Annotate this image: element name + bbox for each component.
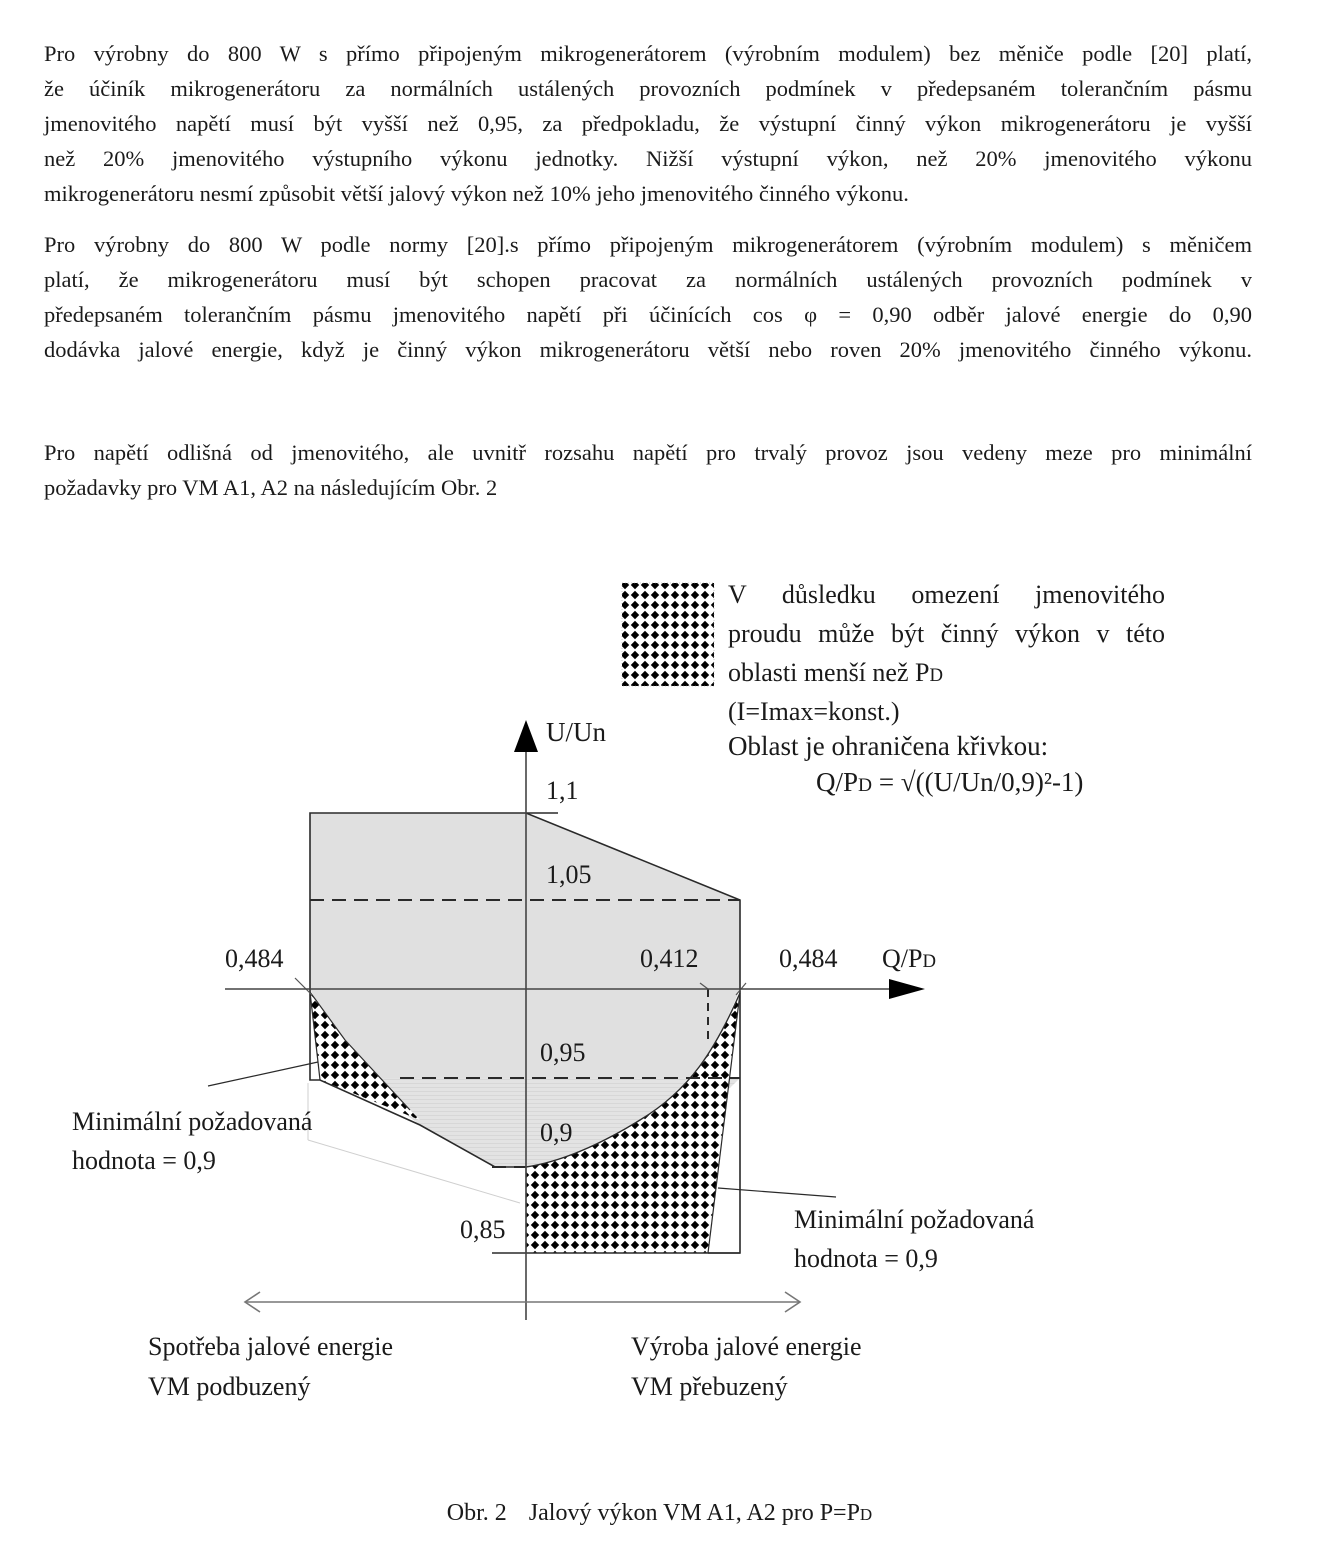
subscript: D — [922, 951, 936, 972]
legend-line: (I=Imax=konst.) — [728, 697, 900, 726]
paragraph-line: mikrogenerátoru nesmí způsobit větší jalový výkon než 10% jeho jmenovitého činného výkonu. — [44, 181, 909, 206]
paragraph-line: Pro výrobny do 800 W s přímo připojeným mikrogenerátorem (výrobním modulem) bez měniče podle [20] platí, — [44, 41, 1252, 66]
paragraph-line: než 20% jmenovitého výstupního výkonu jednotky. Nižší výstupní výkon, než 20% jmenovitého výkonu — [44, 146, 1252, 171]
paragraph-line: dodávka jalové energie, když je činný výkon mikrogenerátoru větší nebo roven 20% jmenovitého činného výkonu. — [44, 337, 1252, 362]
tick-label-1-05: 1,05 — [546, 860, 592, 889]
caption-number: Obr. 2 — [446, 1500, 507, 1526]
paragraph-line: požadavky pro VM A1, A2 na následujícím Obr. 2 — [44, 475, 498, 500]
right-min-annotation-line1: Minimální požadovaná — [794, 1205, 1035, 1234]
formula-prefix: Q/P — [816, 767, 859, 797]
paragraph-line: Pro napětí odlišná od jmenovitého, ale uvnitř rozsahu napětí pro trvalý provoz jsou vedeny meze pro minimální — [44, 440, 1252, 465]
leader-right-min — [718, 1188, 836, 1197]
tick-label-0-412: 0,412 — [640, 944, 699, 973]
formula-suffix: = √((U/Un/0,9)²-1) — [872, 767, 1084, 797]
production-label-line2: VM přebuzený — [631, 1372, 788, 1401]
consumption-label-line2: VM podbuzený — [148, 1372, 311, 1401]
left-min-annotation-line1: Minimální požadovaná — [72, 1107, 313, 1136]
subscript: D — [858, 775, 873, 796]
caption-text: Jalový výkon VM A1, A2 pro P=P — [528, 1500, 860, 1526]
tick-label-left-0-484: 0,484 — [225, 944, 284, 973]
paragraph-line: Pro výrobny do 800 W podle normy [20].s přímo připojeným mikrogenerátorem (výrobním modulem) s měničem — [44, 232, 1252, 257]
legend-line: Oblast je ohraničena křivkou: — [728, 731, 1049, 761]
legend-line — [728, 653, 1165, 695]
y-axis-arrow-icon — [514, 720, 538, 752]
y-axis-label: U/Un — [546, 717, 606, 747]
x-axis-label — [882, 944, 936, 977]
production-label-line1: Výroba jalové energie — [631, 1332, 862, 1361]
legend-line: proudu může být činný výkon v této — [728, 619, 1165, 648]
tick-label-0-85: 0,85 — [460, 1215, 506, 1244]
paragraph-line: jmenovitého napětí musí být vyšší než 0,95, za předpokladu, že výstupní činný výkon mikrogenerátoru je vyšší — [44, 111, 1252, 136]
paragraph-line: že účiník mikrogenerátoru za normálních ustálených provozních podmínek v předepsaném tolerančním pásmu — [44, 76, 1252, 101]
left-min-annotation-line2: hodnota = 0,9 — [72, 1146, 216, 1175]
legend-line: V důsledku omezení jmenovitého — [728, 580, 1165, 609]
tick-label-0-95: 0,95 — [540, 1038, 586, 1067]
legend-description — [728, 575, 1165, 805]
leader-left-min — [208, 1062, 318, 1086]
subscript: D — [859, 1505, 873, 1524]
x-axis-label-text: Q/P — [882, 944, 923, 973]
x-axis-arrow-icon — [889, 979, 925, 999]
paragraph-line: platí, že mikrogenerátoru musí být schopen pracovat za normálních ustálených provozních podmínek v — [44, 267, 1252, 292]
subscript: D — [929, 665, 943, 686]
tick-label-right-0-484: 0,484 — [779, 944, 838, 973]
right-min-annotation-line2: hodnota = 0,9 — [794, 1244, 938, 1273]
tick-label-1-1: 1,1 — [546, 776, 579, 805]
tick-label-0-9: 0,9 — [540, 1118, 573, 1147]
consumption-label-line1: Spotřeba jalové energie — [148, 1332, 393, 1361]
legend-formula — [728, 763, 1165, 805]
paragraph-line: předepsaném tolerančním pásmu jmenovitého napětí při účinících cos φ = 0,90 odběr jalové energie do 0,90 — [44, 302, 1252, 327]
legend-line-text: oblasti menší než P — [728, 658, 930, 687]
hatched-legend-swatch — [622, 583, 714, 686]
figure-caption — [0, 1498, 1319, 1530]
